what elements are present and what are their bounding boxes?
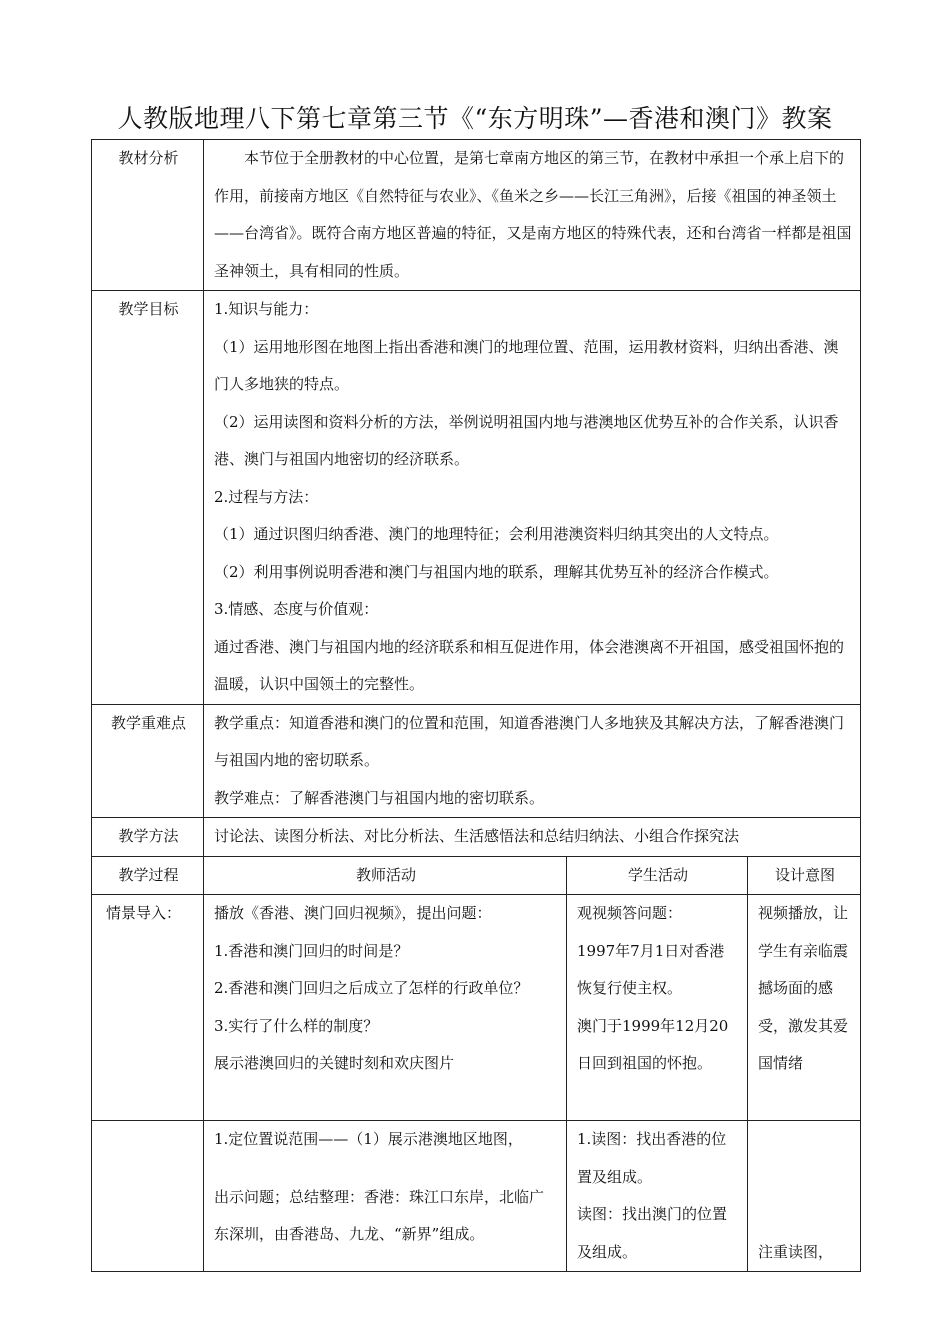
teacher-line: 出示问题；总结整理：香港：珠江口东岸，北临广东深圳，由香港岛、九龙、“新界”组成。	[214, 1187, 545, 1243]
teacher-line: 1.定位置说范围——（1）展示港澳地区地图，	[214, 1130, 523, 1148]
header-intent: 设计意图	[748, 856, 861, 895]
row-location	[92, 1121, 861, 1272]
row-goals	[92, 291, 861, 705]
goal-line: 2.过程与方法：	[214, 487, 319, 506]
row-process-header	[92, 856, 861, 895]
location-student	[567, 1121, 748, 1272]
goal-line: （1）运用地形图在地图上指出香港和澳门的地理位置、范围，运用教材资料，归纳出香港、澳门人多地狭的特点。	[214, 337, 839, 393]
row-intro	[92, 895, 861, 1121]
intent-text: 视频播放，让学生有亲临震撼场面的感受，激发其爱国情绪	[758, 904, 849, 1072]
location-teacher	[204, 1121, 567, 1272]
key-point-line: 教学重点：知道香港和澳门的位置和范围，知道香港澳门人多地狭及其解决方法，了解香港澳门与祖国内地的密切联系。	[214, 713, 845, 769]
analysis-text: 本节位于全册教材的中心位置，是第七章南方地区的第三节，在教材中承担一个承上启下的作用，前接南方地区《自然特征与农业》、《鱼米之乡——长江三角洲》，后接《祖国的神圣领土——台湾省》。既符合南方地区普遍的特征，又是南方地区的特殊代表，还和台湾省一样都是祖国圣神领土，具有相同的性质。	[214, 149, 852, 280]
stage-intro: 情景导入：	[92, 895, 204, 1121]
document-title: 人教版地理八下第七章第三节《“东方明珠”—香港和澳门》教案	[117, 104, 833, 133]
goal-line: （1）通过识图归纳香港、澳门的地理特征；会利用港澳资料归纳其突出的人文特点。	[214, 525, 779, 543]
label-key-points: 教学重难点	[92, 704, 204, 818]
student-line: 读图：找出澳门的位置及组成。	[577, 1205, 728, 1261]
header-student: 学生活动	[567, 856, 748, 895]
methods-text: 讨论法、读图分析法、对比分析法、生活感悟法和总结归纳法、小组合作探究法	[204, 818, 861, 857]
key-points-content	[204, 704, 861, 818]
student-line: 澳门于1999年12月20日回到祖国的怀抱。	[577, 1016, 729, 1072]
label-goals: 教学目标	[92, 291, 204, 705]
key-point-line: 教学难点：了解香港澳门与祖国内地的密切联系。	[214, 788, 545, 807]
goal-line: 1.知识与能力：	[214, 300, 319, 318]
teacher-line: 2.香港和澳门回归之后成立了怎样的行政单位？	[214, 979, 529, 997]
location-intent	[748, 1121, 861, 1272]
lesson-plan-table	[91, 139, 861, 1272]
goals-content	[204, 291, 861, 705]
intro-intent	[748, 895, 861, 1121]
student-line: 1.读图：找出香港的位置及组成。	[577, 1130, 727, 1186]
intro-teacher	[204, 895, 567, 1121]
label-methods: 教学方法	[92, 818, 204, 857]
stage-location	[92, 1121, 204, 1272]
teacher-line: 1.香港和澳门回归的时间是？	[214, 941, 409, 960]
student-line: 1997年7月1日对香港恢复行使主权。	[577, 941, 725, 997]
analysis-content	[204, 140, 861, 291]
goal-line: 3.情感、态度与价值观：	[214, 600, 379, 618]
row-key-points	[92, 704, 861, 818]
label-analysis: 教材分析	[92, 140, 204, 291]
teacher-line: 播放《香港、澳门回归视频》，提出问题：	[214, 904, 492, 922]
intro-student	[567, 895, 748, 1121]
goal-line: （2）利用事例说明香港和澳门与祖国内地的联系，理解其优势互补的经济合作模式。	[214, 562, 779, 581]
student-line: 观视频答问题：	[577, 904, 683, 922]
row-analysis	[92, 140, 861, 291]
intent-text: 注重读图，	[758, 1242, 834, 1261]
goal-line: （2）运用读图和资料分析的方法，举例说明祖国内地与港澳地区优势互补的合作关系，认识香港、澳门与祖国内地密切的经济联系。	[214, 412, 839, 468]
header-process: 教学过程	[92, 856, 204, 895]
row-methods	[92, 818, 861, 857]
teacher-line: 3.实行了什么样的制度？	[214, 1016, 379, 1035]
teacher-line: 展示港澳回归的关键时刻和欢庆图片	[214, 1054, 455, 1072]
header-teacher: 教师活动	[204, 856, 567, 895]
goal-line: 通过香港、澳门与祖国内地的经济联系和相互促进作用，体会港澳离不开祖国，感受祖国怀抱的温暖，认识中国领土的完整性。	[214, 637, 845, 693]
